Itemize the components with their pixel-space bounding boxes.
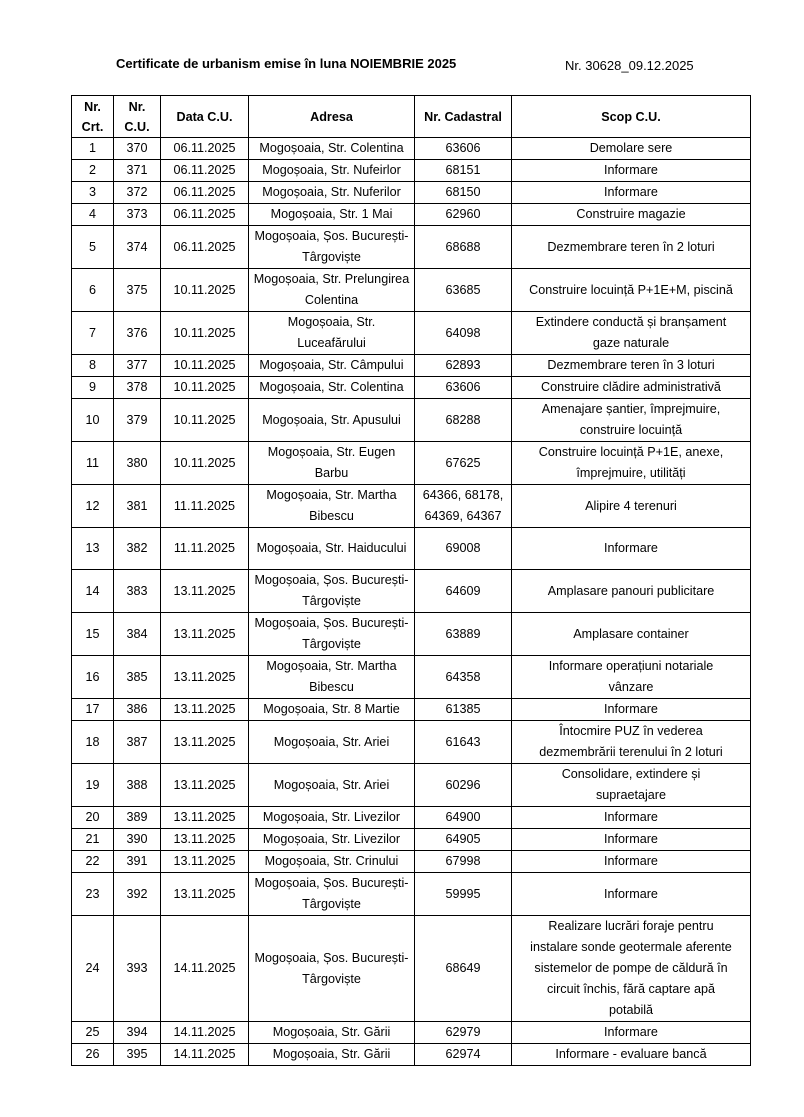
cell-scop-cu (512, 399, 751, 442)
cell-adresa-line: Mogoșoaia, Șos. București- (254, 950, 409, 965)
cell-adresa-line: Bibescu (309, 680, 354, 694)
cell-data-cu: 13.11.2025 (161, 764, 249, 807)
cell-scop-cu-line: instalare sonde geotermale aferente (530, 940, 732, 954)
cell-scop-cu (512, 182, 751, 204)
cell-nr-crt: 11 (72, 442, 114, 485)
cell-data-cu: 06.11.2025 (161, 226, 249, 269)
cell-nr-crt: 9 (72, 377, 114, 399)
cell-nr-cu: 389 (114, 807, 161, 829)
cell-scop-cu-line: Amplasare panouri publicitare (547, 583, 715, 598)
cell-adresa-line: Mogoșoaia, Str. Apusului (262, 412, 401, 427)
table-row (72, 485, 751, 528)
cell-scop-cu (512, 160, 751, 182)
cell-scop-cu-line: Informare (604, 1025, 658, 1039)
cell-scop-cu (512, 204, 751, 226)
cell-scop-cu (512, 851, 751, 873)
cell-nr-cu: 379 (114, 399, 161, 442)
cell-nr-cadastral-line: 61385 (445, 702, 481, 716)
table-row (72, 182, 751, 204)
table-row (72, 699, 751, 721)
table-row (72, 851, 751, 873)
cell-data-cu: 13.11.2025 (161, 699, 249, 721)
cell-data-cu: 13.11.2025 (161, 851, 249, 873)
cell-nr-crt: 20 (72, 807, 114, 829)
table-row (72, 807, 751, 829)
cell-nr-cu: 373 (114, 204, 161, 226)
cell-adresa (249, 182, 415, 204)
cell-nr-cadastral (415, 160, 512, 182)
cell-scop-cu-line: Construire locuință P+1E, anexe, (538, 445, 724, 459)
cell-scop-cu-line: Întocmire PUZ în vederea (559, 724, 703, 738)
header-nr-cu-line2: C.U. (124, 119, 150, 134)
cell-data-cu: 13.11.2025 (161, 656, 249, 699)
cell-nr-cadastral-line: 64900 (445, 810, 481, 824)
cell-adresa-line: Mogoșoaia, Str. (287, 315, 376, 329)
cell-nr-crt: 18 (72, 721, 114, 764)
cell-data-cu: 10.11.2025 (161, 399, 249, 442)
table-row (72, 160, 751, 182)
cell-adresa (249, 699, 415, 721)
cell-data-cu: 13.11.2025 (161, 570, 249, 613)
cell-nr-crt: 19 (72, 764, 114, 807)
cell-data-cu: 10.11.2025 (161, 269, 249, 312)
cell-data-cu: 14.11.2025 (161, 916, 249, 1022)
cell-scop-cu (512, 764, 751, 807)
cell-scop-cu (512, 613, 751, 656)
cell-nr-cadastral-line: 62960 (445, 207, 481, 221)
cell-nr-crt: 21 (72, 829, 114, 851)
cell-adresa-line: Mogoșoaia, Str. Colentina (259, 141, 404, 155)
cell-nr-cu: 388 (114, 764, 161, 807)
cell-scop-cu (512, 138, 751, 160)
cell-nr-cadastral (415, 1044, 512, 1066)
cell-adresa-line: Mogoșoaia, Șos. București- (254, 229, 409, 243)
cell-adresa (249, 613, 415, 656)
cell-nr-crt: 23 (72, 873, 114, 916)
cell-scop-cu-line: Informare (604, 832, 658, 846)
cell-nr-cadastral (415, 699, 512, 721)
cell-adresa (249, 355, 415, 377)
cell-nr-cadastral-line: 64098 (445, 325, 481, 340)
table-row (72, 204, 751, 226)
cell-adresa-line: Mogoșoaia, Str. Haiducului (256, 541, 407, 555)
cell-nr-cu: 380 (114, 442, 161, 485)
cell-scop-cu-line: împrejmuire, utilități (576, 466, 686, 480)
cell-adresa (249, 160, 415, 182)
cell-nr-cadastral (415, 613, 512, 656)
cell-adresa (249, 399, 415, 442)
table-row (72, 269, 751, 312)
cell-scop-cu-line: dezmembrării terenului în 2 loturi (539, 745, 723, 759)
cell-nr-cadastral (415, 226, 512, 269)
cell-adresa-line: Mogoșoaia, Str. Eugen (267, 445, 396, 459)
table-header-row (72, 96, 751, 138)
cell-nr-cu: 383 (114, 570, 161, 613)
cell-adresa-line: Mogoșoaia, Str. Câmpului (259, 358, 404, 372)
cell-scop-cu (512, 721, 751, 764)
cell-nr-crt: 2 (72, 160, 114, 182)
cell-nr-cadastral (415, 528, 512, 570)
cell-adresa-line: Mogoșoaia, Str. Ariei (273, 734, 390, 749)
table-row (72, 399, 751, 442)
cell-nr-crt: 15 (72, 613, 114, 656)
cell-adresa-line: Mogoșoaia, Str. 1 Mai (270, 207, 393, 221)
cell-nr-crt: 16 (72, 656, 114, 699)
cell-nr-cadastral (415, 807, 512, 829)
cell-nr-cu: 374 (114, 226, 161, 269)
table-row (72, 873, 751, 916)
cell-nr-cadastral-line: 64609 (445, 583, 481, 598)
cell-nr-cu: 392 (114, 873, 161, 916)
cell-nr-cadastral (415, 656, 512, 699)
cell-nr-cadastral-line: 64366, 68178, (422, 488, 504, 502)
cell-nr-cadastral-line: 68288 (445, 412, 481, 427)
cell-adresa-line: Târgoviște (302, 250, 361, 264)
table-row (72, 528, 751, 570)
cell-data-cu: 10.11.2025 (161, 312, 249, 355)
cell-scop-cu (512, 1044, 751, 1066)
cell-adresa (249, 1044, 415, 1066)
table-row (72, 721, 751, 764)
cell-data-cu: 06.11.2025 (161, 160, 249, 182)
cell-adresa (249, 312, 415, 355)
cell-nr-crt: 22 (72, 851, 114, 873)
cell-nr-crt: 17 (72, 699, 114, 721)
cell-scop-cu (512, 355, 751, 377)
table-row (72, 138, 751, 160)
cell-nr-cu: 375 (114, 269, 161, 312)
cell-data-cu: 10.11.2025 (161, 355, 249, 377)
cell-nr-cu: 391 (114, 851, 161, 873)
cell-scop-cu (512, 442, 751, 485)
cell-nr-cu: 387 (114, 721, 161, 764)
cell-data-cu: 11.11.2025 (161, 485, 249, 528)
cell-nr-cadastral (415, 829, 512, 851)
cell-data-cu: 11.11.2025 (161, 528, 249, 570)
cell-nr-cadastral-line: 63889 (445, 626, 481, 641)
cell-adresa-line: Barbu (314, 466, 349, 480)
cell-data-cu: 14.11.2025 (161, 1022, 249, 1044)
cell-nr-crt: 24 (72, 916, 114, 1022)
cell-nr-cadastral (415, 873, 512, 916)
cell-data-cu: 13.11.2025 (161, 873, 249, 916)
cell-nr-cadastral-line: 68688 (445, 239, 481, 254)
cell-scop-cu (512, 377, 751, 399)
cell-nr-cadastral-line: 64358 (445, 669, 481, 684)
cell-nr-crt: 1 (72, 138, 114, 160)
cell-nr-crt: 3 (72, 182, 114, 204)
cell-scop-cu-line: gaze naturale (592, 336, 670, 350)
cell-nr-cu: 384 (114, 613, 161, 656)
cell-data-cu: 06.11.2025 (161, 138, 249, 160)
cell-scop-cu-line: construire locuință (579, 423, 683, 437)
cell-nr-cadastral-line: 63685 (445, 282, 481, 297)
header-nr-cu (114, 96, 161, 138)
cell-nr-crt: 10 (72, 399, 114, 442)
cell-adresa (249, 138, 415, 160)
table-row (72, 312, 751, 355)
cell-scop-cu (512, 226, 751, 269)
table-body (72, 138, 751, 1066)
document-title: Certificate de urbanism emise în luna NOIEMBRIE 2025 (116, 56, 457, 71)
cell-scop-cu (512, 699, 751, 721)
cell-nr-cadastral-line: 68151 (445, 163, 481, 177)
cell-nr-cadastral (415, 399, 512, 442)
cell-nr-cu: 386 (114, 699, 161, 721)
table-row (72, 226, 751, 269)
cell-nr-cadastral (415, 485, 512, 528)
cell-adresa-line: Mogoșoaia, Șos. București- (254, 616, 409, 630)
cell-nr-cadastral-line: 63606 (445, 380, 481, 394)
cell-nr-cu: 378 (114, 377, 161, 399)
cell-scop-cu-line: Realizare lucrări foraje pentru (548, 919, 714, 933)
cell-scop-cu-line: Informare - evaluare bancă (555, 1047, 707, 1061)
cell-adresa (249, 485, 415, 528)
cell-nr-cu: 394 (114, 1022, 161, 1044)
header-nr-cadastral: Nr. Cadastral (415, 96, 512, 138)
cell-scop-cu-line: Informare (604, 810, 658, 824)
cell-data-cu: 13.11.2025 (161, 721, 249, 764)
cell-nr-cu: 370 (114, 138, 161, 160)
document-number: Nr. 30628_09.12.2025 (565, 58, 694, 73)
cell-adresa-line: Târgoviște (302, 897, 361, 911)
cell-adresa-line: Mogoșoaia, Str. Prelungirea (253, 272, 410, 286)
cell-nr-cadastral-line: 69008 (445, 541, 481, 555)
cell-data-cu: 14.11.2025 (161, 1044, 249, 1066)
cell-nr-crt: 25 (72, 1022, 114, 1044)
cell-nr-cadastral (415, 851, 512, 873)
cell-scop-cu-line: Informare (604, 185, 658, 199)
cell-scop-cu (512, 528, 751, 570)
cell-adresa (249, 764, 415, 807)
cell-adresa (249, 916, 415, 1022)
header-adresa: Adresa (249, 96, 415, 138)
cell-scop-cu (512, 269, 751, 312)
cell-scop-cu-line: Construire locuință P+1E+M, piscină (529, 282, 733, 297)
cell-scop-cu-line: Construire clădire administrativă (541, 380, 721, 394)
header-nr-crt-line2: Crt. (81, 119, 104, 134)
cell-adresa-line: Mogoșoaia, Str. Colentina (259, 380, 404, 394)
cell-adresa-line: Târgoviște (302, 594, 361, 608)
cell-nr-cadastral-line: 68649 (445, 961, 481, 975)
cell-adresa-line: Mogoșoaia, Str. Gării (272, 1047, 391, 1061)
header-nr-crt-line1: Nr. (84, 99, 101, 114)
cell-scop-cu-line: Informare (604, 886, 658, 901)
cell-adresa (249, 829, 415, 851)
cell-nr-crt: 7 (72, 312, 114, 355)
cell-adresa-line: Bibescu (309, 509, 354, 523)
cell-nr-cu: 376 (114, 312, 161, 355)
cell-nr-cu: 395 (114, 1044, 161, 1066)
cell-scop-cu-line: Extindere conductă și branșament (535, 315, 727, 329)
cell-scop-cu-line: Informare (604, 702, 658, 716)
cell-nr-cadastral-line: 67998 (445, 854, 481, 868)
cell-nr-cadastral-line: 59995 (445, 886, 481, 901)
cell-adresa (249, 1022, 415, 1044)
cell-scop-cu-line: Amplasare container (573, 626, 689, 641)
cell-scop-cu-line: Demolare sere (589, 141, 673, 155)
cell-adresa-line: Mogoșoaia, Str. Gării (272, 1025, 391, 1039)
header-nr-crt (72, 96, 114, 138)
cell-scop-cu-line: Alipire 4 terenuri (585, 498, 677, 513)
cell-scop-cu (512, 1022, 751, 1044)
table-row (72, 355, 751, 377)
cell-nr-cadastral-line: 61643 (445, 734, 481, 749)
cell-adresa-line: Mogoșoaia, Str. Martha (266, 488, 397, 502)
cell-scop-cu-line: Informare (604, 541, 658, 555)
cell-scop-cu-line: Construire magazie (576, 207, 686, 221)
cell-scop-cu-line: sistemelor de pompe de căldură în (534, 961, 728, 975)
cell-scop-cu-line: Consolidare, extindere și (561, 767, 701, 781)
cell-nr-cu: 385 (114, 656, 161, 699)
cell-nr-crt: 13 (72, 528, 114, 570)
cell-scop-cu (512, 916, 751, 1022)
cell-nr-cadastral (415, 442, 512, 485)
cell-nr-crt: 8 (72, 355, 114, 377)
cell-nr-cadastral-line: 64905 (445, 832, 481, 846)
cell-scop-cu-line: Amenajare șantier, împrejmuire, (541, 402, 721, 416)
cell-scop-cu (512, 312, 751, 355)
cell-scop-cu-line: potabilă (608, 1003, 654, 1017)
cell-nr-cadastral (415, 721, 512, 764)
cell-nr-cadastral-line: 60296 (445, 777, 481, 792)
cell-adresa (249, 528, 415, 570)
cell-nr-crt: 26 (72, 1044, 114, 1066)
cell-nr-cadastral (415, 916, 512, 1022)
cell-adresa (249, 377, 415, 399)
cell-adresa (249, 269, 415, 312)
cell-scop-cu-line: Informare (604, 854, 658, 868)
header-data-cu: Data C.U. (161, 96, 249, 138)
cell-adresa-line: Mogoșoaia, Str. 8 Martie (263, 702, 400, 716)
table-row (72, 829, 751, 851)
cell-adresa-line: Mogoșoaia, Str. Crinului (264, 854, 399, 868)
cell-adresa-line: Mogoșoaia, Str. Martha (266, 659, 397, 673)
cell-scop-cu-line: vânzare (608, 680, 654, 694)
cell-data-cu: 06.11.2025 (161, 204, 249, 226)
cell-nr-cu: 377 (114, 355, 161, 377)
cell-scop-cu-line: Dezmembrare teren în 2 loturi (547, 239, 715, 254)
cell-nr-cadastral (415, 570, 512, 613)
cell-scop-cu (512, 485, 751, 528)
cell-nr-crt: 4 (72, 204, 114, 226)
cell-nr-cadastral (415, 1022, 512, 1044)
cell-nr-cu: 381 (114, 485, 161, 528)
cell-data-cu: 10.11.2025 (161, 442, 249, 485)
cell-nr-crt: 14 (72, 570, 114, 613)
table-row (72, 613, 751, 656)
cell-nr-cadastral-line: 63606 (445, 141, 481, 155)
table-row (72, 570, 751, 613)
cell-scop-cu-line: Informare (604, 163, 658, 177)
cell-nr-cadastral (415, 312, 512, 355)
cell-scop-cu (512, 570, 751, 613)
cell-nr-cu: 390 (114, 829, 161, 851)
cell-adresa (249, 442, 415, 485)
cell-nr-cadastral-line: 62893 (445, 358, 481, 372)
cell-scop-cu (512, 873, 751, 916)
cell-adresa (249, 851, 415, 873)
cell-data-cu: 13.11.2025 (161, 829, 249, 851)
cell-nr-crt: 5 (72, 226, 114, 269)
cell-nr-cadastral (415, 204, 512, 226)
cell-nr-crt: 12 (72, 485, 114, 528)
cell-nr-cadastral (415, 138, 512, 160)
cell-scop-cu-line: supraetajare (595, 788, 666, 802)
cell-adresa (249, 226, 415, 269)
table-row (72, 656, 751, 699)
certificates-table (71, 95, 751, 1066)
cell-nr-cu: 393 (114, 916, 161, 1022)
cell-adresa (249, 204, 415, 226)
cell-adresa-line: Mogoșoaia, Str. Nuferilor (262, 185, 401, 199)
cell-data-cu: 13.11.2025 (161, 613, 249, 656)
table-row (72, 1044, 751, 1066)
table-row (72, 377, 751, 399)
cell-nr-cadastral-line: 68150 (445, 185, 481, 199)
cell-adresa-line: Mogoșoaia, Str. Nufeirlor (262, 163, 401, 177)
cell-adresa-line: Târgoviște (302, 971, 361, 986)
cell-adresa (249, 570, 415, 613)
cell-nr-cadastral (415, 764, 512, 807)
cell-adresa (249, 807, 415, 829)
cell-scop-cu (512, 807, 751, 829)
cell-adresa (249, 721, 415, 764)
cell-data-cu: 13.11.2025 (161, 807, 249, 829)
cell-data-cu: 06.11.2025 (161, 182, 249, 204)
table-row (72, 442, 751, 485)
cell-data-cu: 10.11.2025 (161, 377, 249, 399)
header-scop-cu: Scop C.U. (512, 96, 751, 138)
table-row (72, 1022, 751, 1044)
cell-nr-cadastral (415, 182, 512, 204)
cell-adresa-line: Târgoviște (302, 637, 361, 651)
cell-nr-cu: 382 (114, 528, 161, 570)
cell-nr-cadastral-line: 62979 (445, 1025, 481, 1039)
cell-adresa-line: Colentina (304, 293, 359, 307)
cell-nr-cu: 372 (114, 182, 161, 204)
cell-adresa (249, 656, 415, 699)
cell-scop-cu-line: Informare operațiuni notariale (548, 659, 714, 673)
cell-scop-cu (512, 829, 751, 851)
cell-scop-cu-line: Dezmembrare teren în 3 loturi (547, 358, 715, 372)
cell-adresa (249, 873, 415, 916)
cell-scop-cu-line: circuit închis, fără captare apă (547, 982, 715, 996)
cell-nr-cadastral-line: 62974 (445, 1047, 481, 1061)
cell-adresa-line: Mogoșoaia, Șos. București- (254, 876, 409, 890)
cell-nr-cadastral-line: 67625 (445, 455, 481, 470)
cell-nr-cadastral (415, 355, 512, 377)
cell-adresa-line: Luceafărului (297, 336, 366, 350)
cell-nr-cadastral (415, 377, 512, 399)
table-row (72, 764, 751, 807)
cell-nr-crt: 6 (72, 269, 114, 312)
cell-adresa-line: Mogoșoaia, Str. Livezilor (262, 832, 401, 846)
cell-nr-cadastral-line: 64369, 64367 (424, 509, 502, 523)
cell-adresa-line: Mogoșoaia, Str. Livezilor (262, 810, 401, 824)
cell-adresa-line: Mogoșoaia, Șos. București- (254, 573, 409, 587)
cell-scop-cu (512, 656, 751, 699)
cell-adresa-line: Mogoșoaia, Str. Ariei (273, 777, 390, 792)
cell-nr-cadastral (415, 269, 512, 312)
table-row (72, 916, 751, 1022)
cell-nr-cu: 371 (114, 160, 161, 182)
header-nr-cu-line1: Nr. (128, 99, 146, 114)
